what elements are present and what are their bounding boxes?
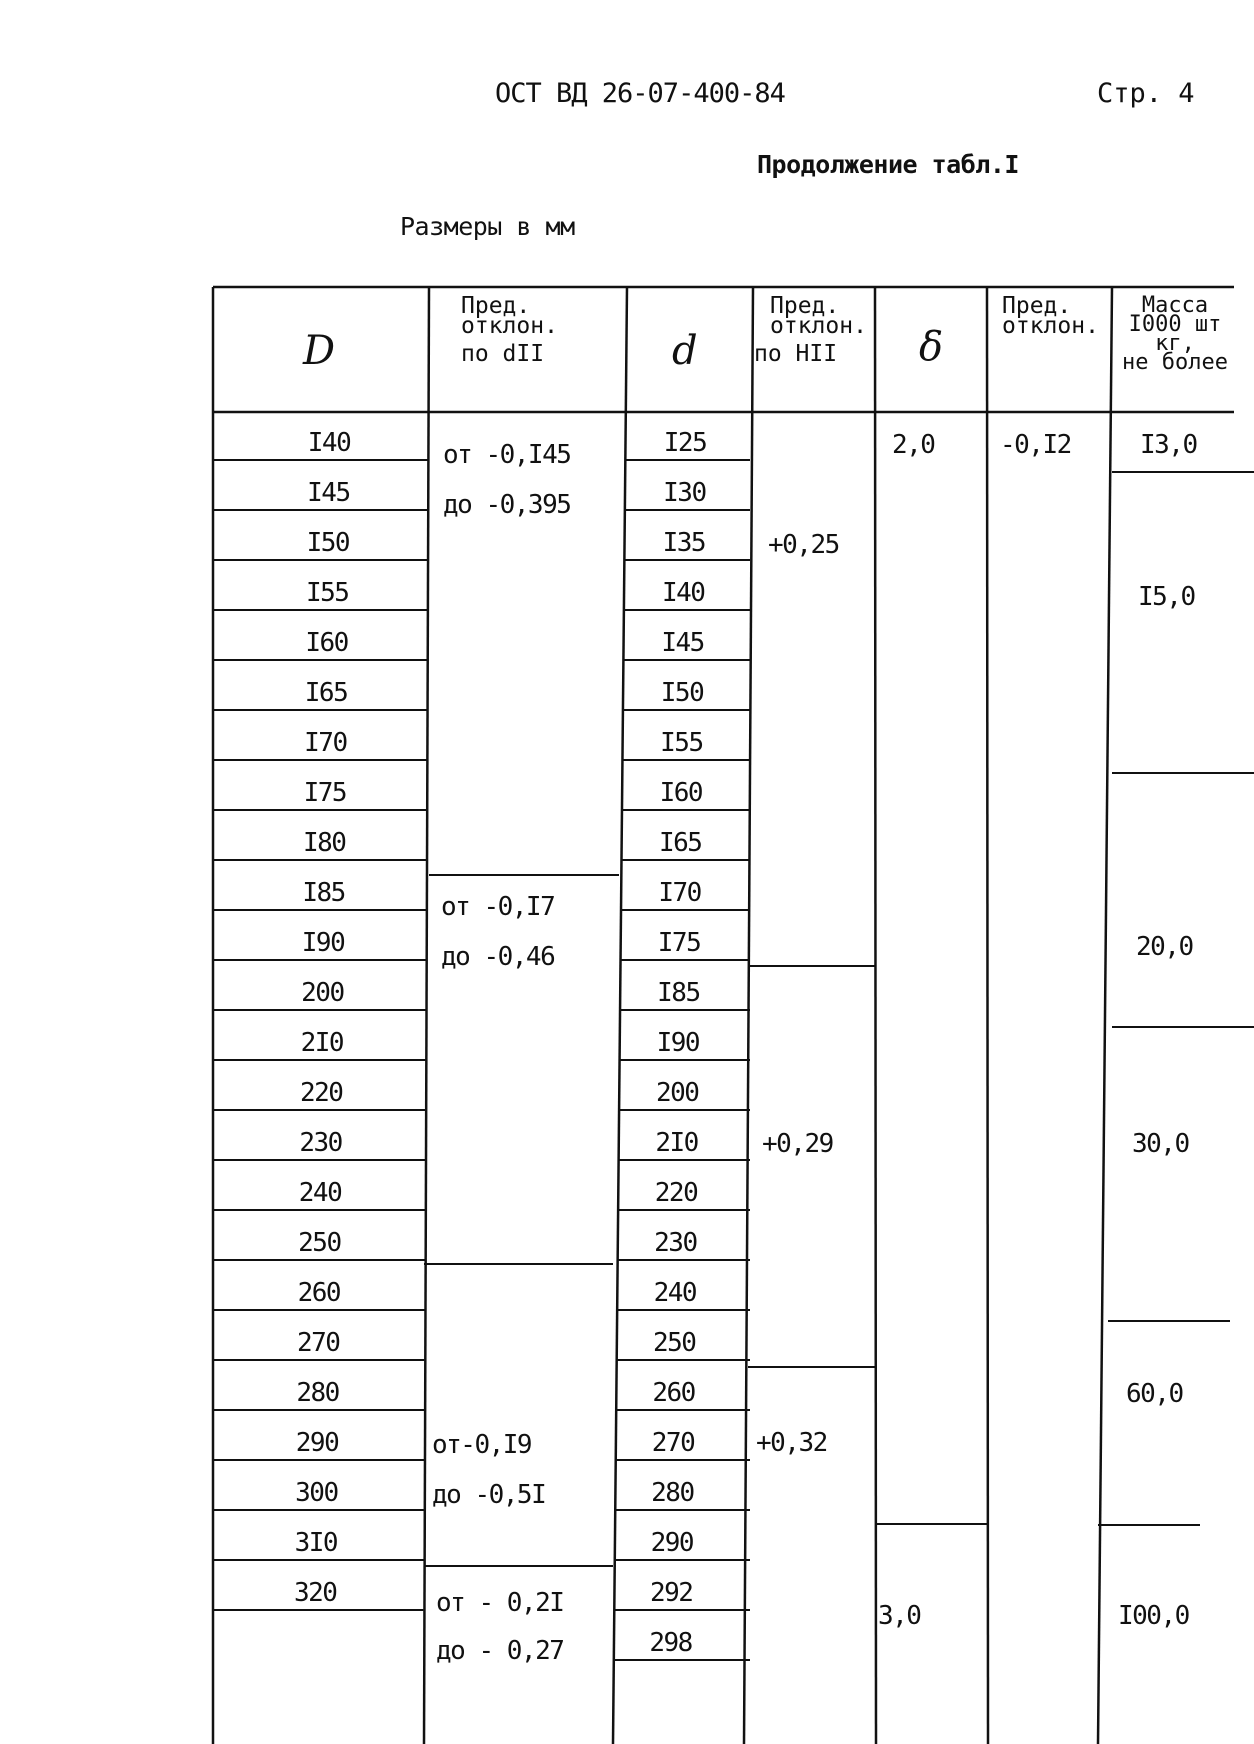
D-value: 260 — [297, 1278, 341, 1308]
d-value: 2I0 — [655, 1128, 698, 1158]
d-value: I45 — [661, 628, 704, 658]
D-value: I55 — [305, 578, 349, 608]
D-value: I90 — [301, 928, 345, 958]
D-value: 290 — [295, 1428, 339, 1458]
d-value: I55 — [660, 728, 703, 758]
d-value: 280 — [651, 1478, 694, 1508]
d-value: 260 — [652, 1378, 695, 1408]
D-value: I80 — [302, 828, 346, 858]
d-value: 240 — [653, 1278, 697, 1308]
d-value: 270 — [651, 1428, 695, 1458]
d-value: I75 — [657, 928, 701, 958]
D-value: I60 — [305, 628, 348, 658]
d-value: I35 — [662, 528, 706, 558]
d-column-symbol: d — [672, 328, 698, 374]
d-tolerance-group-2: +0,29 — [762, 1129, 833, 1159]
mass-value-3: 20,0 — [1136, 932, 1193, 962]
D-tolerance-group-1: от -0,I45 до -0,395 — [443, 440, 571, 520]
page-number: Стр. 4 — [1097, 78, 1195, 109]
d-value: 290 — [650, 1528, 694, 1558]
D-value: 240 — [298, 1178, 342, 1208]
D-tolerance-header: Пред. отклон. по dII — [461, 293, 558, 367]
d-tolerance-header: Пред. отклон. по HII — [754, 293, 867, 367]
d-value: I25 — [663, 428, 707, 458]
D-value: 270 — [296, 1328, 340, 1358]
d-value: 292 — [649, 1578, 693, 1608]
units-note: Размеры в мм — [400, 212, 575, 241]
d-value: 250 — [652, 1328, 696, 1358]
mass-value-2: I5,0 — [1138, 582, 1195, 612]
table-continuation-title: Продолжение табл.I — [757, 150, 1019, 179]
d-value: 230 — [654, 1228, 697, 1258]
D-value: 230 — [299, 1128, 342, 1158]
D-tolerance-group-2: от -0,I7 до -0,46 — [441, 892, 555, 972]
delta-tolerance-header: Пред. отклон. — [1002, 293, 1099, 339]
d-value: 298 — [649, 1628, 692, 1658]
mass-header: Масса I000 шт кг, не более — [1122, 293, 1228, 375]
delta-column-symbol: δ — [919, 324, 944, 370]
D-value: 320 — [293, 1578, 337, 1608]
d-value: 220 — [654, 1178, 698, 1208]
d-value: I70 — [658, 878, 701, 908]
D-value: 200 — [301, 978, 344, 1008]
delta-value-2: 3,0 — [878, 1601, 921, 1631]
D-tolerance-group-4: от - 0,2I до - 0,27 — [436, 1588, 564, 1666]
D-value: 300 — [295, 1478, 338, 1508]
D-value: I65 — [304, 678, 348, 708]
delta-tolerance-value: -0,I2 — [1000, 430, 1071, 460]
D-value: 2I0 — [300, 1028, 344, 1058]
d-value: I30 — [663, 478, 706, 508]
d-value: I50 — [660, 678, 704, 708]
d-value: I90 — [656, 1028, 700, 1058]
D-value: I50 — [306, 528, 350, 558]
d-value: I60 — [659, 778, 703, 808]
D-column-symbol: D — [303, 328, 336, 374]
d-value: I85 — [657, 978, 700, 1008]
d-value: I40 — [661, 578, 705, 608]
d-value: I65 — [658, 828, 702, 858]
d-value: 200 — [655, 1078, 699, 1108]
delta-value-1: 2,0 — [892, 430, 935, 460]
D-value: I45 — [307, 478, 350, 508]
D-value: I85 — [302, 878, 345, 908]
mass-value-5: 60,0 — [1126, 1379, 1183, 1409]
D-tolerance-group-3: от-0,I9 до -0,5I — [432, 1430, 546, 1510]
mass-value-4: 30,0 — [1132, 1129, 1189, 1159]
D-value: 250 — [298, 1228, 341, 1258]
D-value: 280 — [296, 1378, 339, 1408]
D-value: I70 — [304, 728, 347, 758]
mass-value-1: I3,0 — [1140, 430, 1197, 460]
D-value: I75 — [303, 778, 347, 808]
D-value: 3I0 — [294, 1528, 338, 1558]
document-code: ОСТ ВД 26-07-400-84 — [495, 78, 785, 109]
d-tolerance-group-3: +0,32 — [756, 1428, 827, 1458]
mass-value-6: I00,0 — [1118, 1601, 1189, 1631]
D-value: 220 — [299, 1078, 343, 1108]
D-value: I40 — [307, 428, 351, 458]
d-tolerance-group-1: +0,25 — [768, 530, 839, 560]
